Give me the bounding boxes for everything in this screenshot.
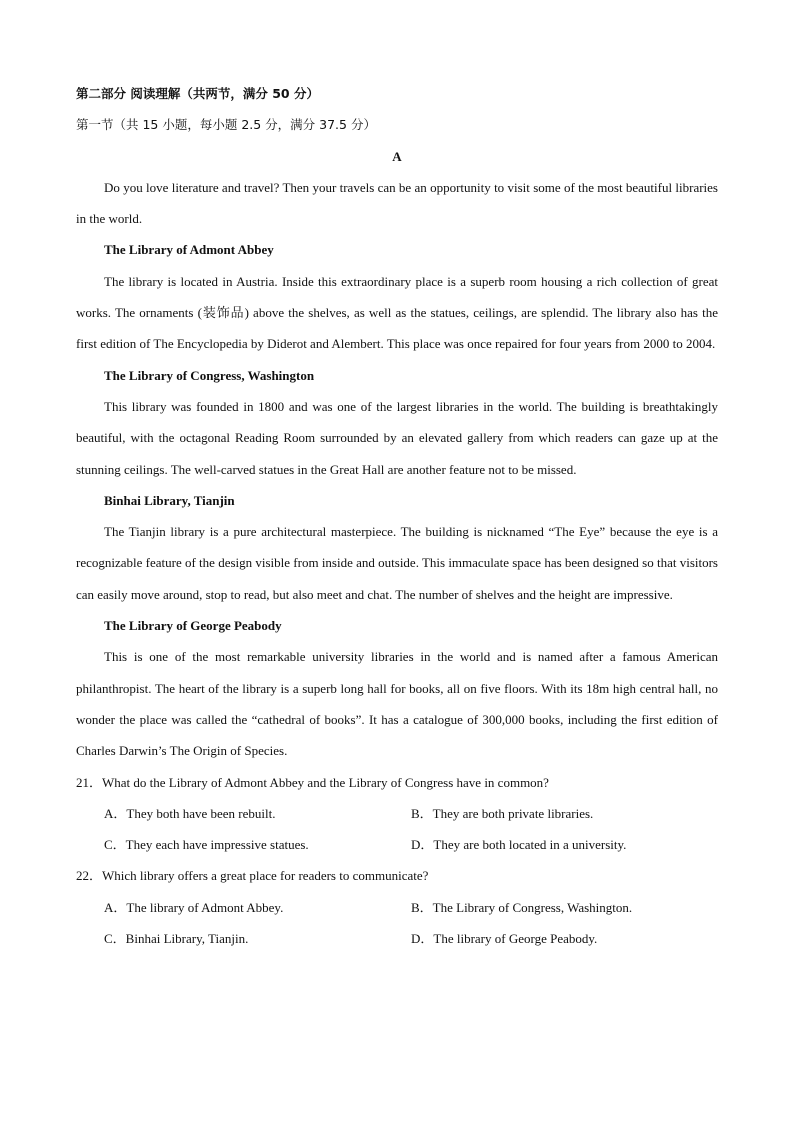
library-title: The Library of Congress, Washington [104, 367, 315, 383]
option-a[interactable]: A．They both have been rebuilt. [104, 805, 276, 821]
library-title: Binhai Library, Tianjin [104, 492, 235, 508]
question-stem: 21．What do the Library of Admont Abbey and the Library of Congress have in common? [76, 774, 549, 790]
library-description: The Tianjin library is a pure architectural masterpiece. The building is nicknamed “The Eye” because the eye is a recognizable feature of the design visible from inside and outside. This immaculate space has been designed so that visitors can easily move around, stop to read, but also meet and chat. The number of shelves and the height are impressive. [76, 524, 718, 602]
option-b[interactable]: B．They are both private libraries. [411, 805, 594, 821]
part-title: 第二部分 阅读理解（共两节，满分 50 分） [76, 86, 319, 101]
library-description: This is one of the most remarkable university libraries in the world and is named after a famous American philanthropist. The heart of the library is a superb long hall for books, all on five floors. With its 18m high central hall, no wonder the place was called the “cathedral of books”. It has a catalogue of 300,000 books, including the first edition of Charles Darwin’s The Origin of Species. [76, 649, 718, 759]
option-c[interactable]: C．They each have impressive statues. [104, 837, 309, 853]
option-a[interactable]: A．The library of Admont Abbey. [104, 899, 284, 915]
library-title: The Library of George Peabody [104, 618, 282, 634]
library-description: This library was founded in 1800 and was one of the largest libraries in the world. The building is breathtakingly beautiful, with the octagonal Reading Room surrounded by an elevated gallery from which readers can gaze up at the stunning ceilings. The well-carved statues in the Great Hall are another feature not to be missed. [76, 398, 718, 477]
question-options [76, 798, 718, 861]
option-b[interactable]: B．The Library of Congress, Washington. [411, 899, 633, 915]
question-options [76, 892, 718, 955]
question-stem: 22．Which library offers a great place for readers to communicate? [76, 868, 429, 884]
question-22 [76, 860, 718, 954]
option-d[interactable]: D．The library of George Peabody. [411, 931, 598, 947]
option-d[interactable]: D．They are both located in a university. [411, 837, 627, 853]
document-page [76, 78, 718, 954]
option-c[interactable]: C．Binhai Library, Tianjin. [104, 931, 249, 947]
passage-intro: Do you love literature and travel? Then your travels can be an opportunity to visit some of the most beautiful libraries in the world. [76, 179, 718, 227]
passage-label: A [392, 148, 402, 164]
library-description: The library is located in Austria. Inside this extraordinary place is a superb room housing a rich collection of great works. The ornaments (装饰品) above the shelves, as well as the statues, ceilings, are splendid. The library also has the first edition of The Encyclopedia by Diderot and Alembert. This place was once repaired for four years from 2000 to 2004. [76, 273, 718, 352]
library-title: The Library of Admont Abbey [104, 242, 274, 258]
subsection-title: 第一节（共 15 小题，每小题 2.5 分，满分 37.5 分） [76, 117, 376, 133]
question-21 [76, 767, 718, 861]
